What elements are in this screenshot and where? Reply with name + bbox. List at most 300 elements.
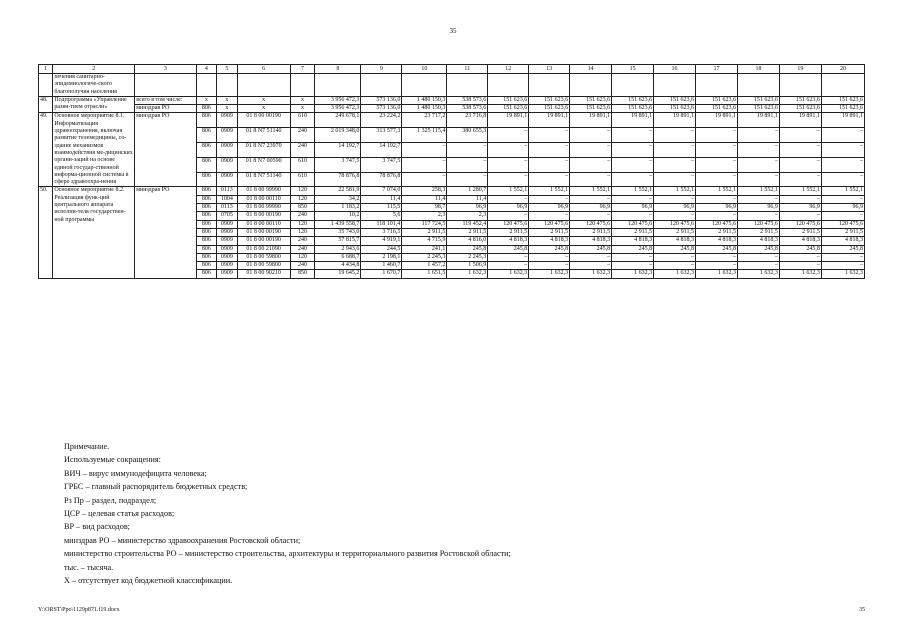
grbs-cell: минздрав РО bbox=[135, 105, 196, 113]
value-cell: – bbox=[654, 128, 696, 143]
value-cell: – bbox=[447, 172, 488, 187]
value-cell: 0909 bbox=[217, 270, 237, 278]
value-cell: – bbox=[737, 262, 779, 270]
value-cell: 0113 bbox=[217, 187, 237, 195]
value-cell: 151 623,6 bbox=[696, 105, 738, 113]
value-cell: 0113 bbox=[217, 204, 237, 212]
empty-cell bbox=[612, 74, 654, 97]
value-cell: 0909 bbox=[217, 143, 237, 158]
value-cell: 806 bbox=[196, 253, 216, 261]
value-cell: 19 891,1 bbox=[570, 113, 612, 128]
value-cell: 806 bbox=[196, 212, 216, 220]
value-cell: 806 bbox=[196, 262, 216, 270]
program-name-cell: Основное мероприятие 8.1. Информатизация здравоохранения, включая развитие телемедицины, со-здание механизмов взаимодействия ме-дицинских органи-заций на основе единой государ-ственной информа-ционной системы в сфере здравоохра-нения bbox=[54, 113, 133, 186]
value-cell: 11,4 bbox=[447, 195, 488, 203]
value-cell: х bbox=[237, 96, 290, 104]
column-header-15: 15 bbox=[612, 65, 654, 74]
value-cell: 240 bbox=[290, 245, 315, 253]
value-cell: 240 bbox=[290, 128, 315, 143]
grbs-cell: минздрав РО bbox=[135, 113, 196, 187]
value-cell: 23 716,8 bbox=[447, 113, 488, 128]
table-body bbox=[39, 74, 865, 279]
empty-cell bbox=[361, 74, 402, 97]
value-cell: – bbox=[570, 128, 612, 143]
note-line: министерство строительства РО – министерство строительства, архитектуры и территориального развития Ростовской области; bbox=[64, 549, 511, 559]
note-line: Х – отсутствует код бюджетной классификации. bbox=[64, 576, 233, 586]
value-cell: 806 bbox=[196, 204, 216, 212]
value-cell: 3 956 472,3 bbox=[315, 96, 361, 104]
value-cell: 245,8 bbox=[696, 245, 738, 253]
value-cell: 0909 bbox=[217, 172, 237, 187]
value-cell: 96,9 bbox=[696, 204, 738, 212]
value-cell: 151 623,6 bbox=[737, 105, 779, 113]
value-cell: 2,3 bbox=[447, 212, 488, 220]
empty-cell bbox=[447, 74, 488, 97]
value-cell: – bbox=[570, 212, 612, 220]
value-cell: 1 670,7 bbox=[361, 270, 402, 278]
column-header-3: 3 bbox=[135, 65, 196, 74]
value-cell: 19 645,2 bbox=[315, 270, 361, 278]
value-cell: – bbox=[737, 172, 779, 187]
value-cell: 6 688,7 bbox=[315, 253, 361, 261]
value-cell: 2 198,1 bbox=[361, 253, 402, 261]
value-cell: 2 245,3 bbox=[402, 253, 447, 261]
value-cell: 806 bbox=[196, 157, 216, 172]
value-cell: – bbox=[570, 172, 612, 187]
column-header-19: 19 bbox=[779, 65, 821, 74]
value-cell: 01 8 00 90210 bbox=[237, 270, 290, 278]
value-cell: 96,9 bbox=[737, 204, 779, 212]
value-cell: 151 623,6 bbox=[737, 96, 779, 104]
value-cell: 1 439 558,7 bbox=[315, 220, 361, 228]
value-cell: – bbox=[488, 262, 529, 270]
value-cell: 806 bbox=[196, 228, 216, 236]
value-cell: 120 475,6 bbox=[696, 220, 738, 228]
value-cell: 2 911,5 bbox=[447, 228, 488, 236]
value-cell: 1 552,1 bbox=[654, 187, 696, 195]
value-cell: 19 891,1 bbox=[654, 113, 696, 128]
value-cell: 120 bbox=[290, 187, 315, 195]
value-cell: – bbox=[529, 157, 570, 172]
value-cell: 11,4 bbox=[361, 195, 402, 203]
value-cell: 2 943,6 bbox=[315, 245, 361, 253]
value-cell: 245,8 bbox=[737, 245, 779, 253]
value-cell: – bbox=[696, 262, 738, 270]
value-cell: – bbox=[696, 195, 738, 203]
value-cell: 14 192,7 bbox=[361, 143, 402, 158]
column-header-14: 14 bbox=[570, 65, 612, 74]
value-cell: 120 bbox=[290, 195, 315, 203]
value-cell: 96,9 bbox=[529, 204, 570, 212]
value-cell: – bbox=[612, 253, 654, 261]
value-cell: 96,9 bbox=[447, 204, 488, 212]
value-cell: 3 747,5 bbox=[315, 157, 361, 172]
value-cell: 1 460,7 bbox=[361, 262, 402, 270]
value-cell: 0909 bbox=[217, 253, 237, 261]
value-cell: 3 747,5 bbox=[361, 157, 402, 172]
value-cell: 120 bbox=[290, 253, 315, 261]
value-cell: – bbox=[779, 253, 821, 261]
note-line: ВР – вид расходов; bbox=[64, 522, 130, 532]
table-header-row bbox=[39, 65, 865, 74]
value-cell: 10,2 bbox=[315, 212, 361, 220]
row-number-cell: 48. bbox=[39, 96, 53, 113]
value-cell: х bbox=[196, 96, 216, 104]
value-cell: 806 bbox=[196, 220, 216, 228]
value-cell: 1 632,3 bbox=[654, 270, 696, 278]
value-cell: х bbox=[217, 96, 237, 104]
value-cell: 0909 bbox=[217, 220, 237, 228]
value-cell: 96,9 bbox=[821, 204, 864, 212]
value-cell: – bbox=[821, 262, 864, 270]
value-cell: 806 bbox=[196, 128, 216, 143]
value-cell: 1 632,3 bbox=[779, 270, 821, 278]
note-line: минздрав РО – министерство здравоохранения Ростовской области; bbox=[64, 535, 301, 545]
value-cell: – bbox=[696, 253, 738, 261]
value-cell: 1 552,1 bbox=[737, 187, 779, 195]
value-cell: 151 623,6 bbox=[654, 105, 696, 113]
value-cell: – bbox=[821, 143, 864, 158]
value-cell: 2 911,5 bbox=[737, 228, 779, 236]
value-cell: 01 8 00 59800 bbox=[237, 253, 290, 261]
value-cell: 151 623,6 bbox=[821, 96, 864, 104]
value-cell: 4 816,0 bbox=[447, 237, 488, 245]
table-row bbox=[39, 113, 865, 128]
value-cell: 98,7 bbox=[402, 204, 447, 212]
value-cell: – bbox=[488, 253, 529, 261]
value-cell: 249 678,1 bbox=[315, 113, 361, 128]
value-cell: 1 552,1 bbox=[570, 187, 612, 195]
value-cell: – bbox=[488, 143, 529, 158]
value-cell: 4 818,3 bbox=[488, 237, 529, 245]
value-cell: – bbox=[612, 157, 654, 172]
value-cell: 151 623,6 bbox=[821, 105, 864, 113]
value-cell: 573 136,0 bbox=[361, 105, 402, 113]
value-cell: 120 475,6 bbox=[570, 220, 612, 228]
value-cell: 5,6 bbox=[361, 212, 402, 220]
value-cell: 0909 bbox=[217, 157, 237, 172]
empty-cell bbox=[696, 74, 738, 97]
value-cell: – bbox=[612, 128, 654, 143]
value-cell: 2 019 348,0 bbox=[315, 128, 361, 143]
value-cell: 2 911,5 bbox=[821, 228, 864, 236]
value-cell: х bbox=[290, 96, 315, 104]
value-cell: 1 632,3 bbox=[821, 270, 864, 278]
value-cell: 120 bbox=[290, 220, 315, 228]
value-cell: 245,8 bbox=[779, 245, 821, 253]
value-cell: – bbox=[779, 172, 821, 187]
value-cell: – bbox=[612, 212, 654, 220]
value-cell: 1 325 115,4 bbox=[402, 128, 447, 143]
value-cell: 4 818,3 bbox=[696, 237, 738, 245]
value-cell: 1 651,5 bbox=[402, 270, 447, 278]
value-cell: 0909 bbox=[217, 237, 237, 245]
value-cell: – bbox=[529, 172, 570, 187]
value-cell: – bbox=[737, 195, 779, 203]
value-cell: – bbox=[696, 143, 738, 158]
value-cell: 2 911,5 bbox=[654, 228, 696, 236]
value-cell: – bbox=[821, 195, 864, 203]
value-cell: 1 632,3 bbox=[488, 270, 529, 278]
value-cell: 2 911,5 bbox=[779, 228, 821, 236]
value-cell: – bbox=[402, 172, 447, 187]
value-cell: 1 632,3 bbox=[570, 270, 612, 278]
value-cell: – bbox=[654, 143, 696, 158]
value-cell: 3 956 472,3 bbox=[315, 105, 361, 113]
value-cell: 240 bbox=[290, 212, 315, 220]
value-cell: 3 716,5 bbox=[361, 228, 402, 236]
empty-cell bbox=[654, 74, 696, 97]
value-cell: 96,9 bbox=[488, 204, 529, 212]
note-line: Рз Пр – раздел, подраздел; bbox=[64, 495, 157, 505]
value-cell: 240 bbox=[290, 237, 315, 245]
empty-cell bbox=[217, 74, 237, 97]
column-header-13: 13 bbox=[529, 65, 570, 74]
value-cell: 96,9 bbox=[779, 204, 821, 212]
note-line: ГРБС – главный распорядитель бюджетных средств; bbox=[64, 482, 248, 492]
empty-cell bbox=[196, 74, 216, 97]
value-cell: 118 101,4 bbox=[361, 220, 402, 228]
value-cell: 19 891,1 bbox=[737, 113, 779, 128]
empty-cell bbox=[570, 74, 612, 97]
grbs-cell: минздрав РО bbox=[135, 187, 196, 278]
value-cell: 96,9 bbox=[612, 204, 654, 212]
value-cell: 4 919,1 bbox=[361, 237, 402, 245]
value-cell: 610 bbox=[290, 172, 315, 187]
value-cell: – bbox=[779, 195, 821, 203]
value-cell: – bbox=[821, 212, 864, 220]
value-cell: – bbox=[696, 157, 738, 172]
empty-cell bbox=[529, 74, 570, 97]
empty-cell bbox=[821, 74, 864, 97]
value-cell: 1 552,1 bbox=[529, 187, 570, 195]
value-cell: – bbox=[654, 262, 696, 270]
value-cell: – bbox=[821, 253, 864, 261]
value-cell: 01 8 00 00190 bbox=[237, 113, 290, 128]
empty-cell bbox=[315, 74, 361, 97]
value-cell: 01 8 00 21090 bbox=[237, 245, 290, 253]
empty-cell bbox=[135, 74, 196, 97]
table-row bbox=[39, 187, 865, 195]
empty-cell bbox=[488, 74, 529, 97]
value-cell: 120 475,6 bbox=[779, 220, 821, 228]
column-header-2: 2 bbox=[53, 65, 135, 74]
value-cell: 1 457,2 bbox=[402, 262, 447, 270]
column-header-18: 18 bbox=[737, 65, 779, 74]
value-cell: 0909 bbox=[217, 113, 237, 128]
note-line: Используемые сокращения: bbox=[64, 455, 161, 465]
value-cell: – bbox=[447, 157, 488, 172]
value-cell: – bbox=[529, 212, 570, 220]
value-cell: 19 891,1 bbox=[529, 113, 570, 128]
value-cell: 01 8 00 59800 bbox=[237, 262, 290, 270]
value-cell: – bbox=[488, 128, 529, 143]
value-cell: – bbox=[488, 212, 529, 220]
value-cell: – bbox=[570, 157, 612, 172]
value-cell: 57 815,7 bbox=[315, 237, 361, 245]
note-line: ЦСР – целевая статья расходов; bbox=[64, 509, 175, 519]
value-cell: 1 632,3 bbox=[612, 270, 654, 278]
value-cell: 1 552,1 bbox=[612, 187, 654, 195]
value-cell: 34,2 bbox=[315, 195, 361, 203]
empty-cell bbox=[290, 74, 315, 97]
value-cell: – bbox=[612, 195, 654, 203]
value-cell: – bbox=[654, 195, 696, 203]
value-cell: 1004 bbox=[217, 195, 237, 203]
value-cell: 806 bbox=[196, 143, 216, 158]
value-cell: 01 8 N7 00590 bbox=[237, 157, 290, 172]
value-cell: 01 8 00 00190 bbox=[237, 237, 290, 245]
value-cell: 19 891,1 bbox=[696, 113, 738, 128]
value-cell: 1 480 150,3 bbox=[402, 96, 447, 104]
column-header-11: 11 bbox=[447, 65, 488, 74]
value-cell: 23 717,2 bbox=[402, 113, 447, 128]
empty-cell bbox=[402, 74, 447, 97]
value-cell: – bbox=[654, 157, 696, 172]
value-cell: 151 623,6 bbox=[488, 105, 529, 113]
value-cell: 245,8 bbox=[612, 245, 654, 253]
value-cell: 19 891,1 bbox=[488, 113, 529, 128]
value-cell: 19 891,1 bbox=[821, 113, 864, 128]
value-cell: – bbox=[402, 143, 447, 158]
value-cell: 4 818,3 bbox=[570, 237, 612, 245]
program-name-cell: печения санитарно-эпидемиологиче-ского благополучия населения bbox=[53, 74, 135, 97]
value-cell: 850 bbox=[290, 270, 315, 278]
value-cell: – bbox=[779, 212, 821, 220]
value-cell: – bbox=[612, 262, 654, 270]
value-cell: 4 818,3 bbox=[821, 237, 864, 245]
value-cell: 1 183,2 bbox=[315, 204, 361, 212]
value-cell: 4 715,9 bbox=[402, 237, 447, 245]
column-header-20: 20 bbox=[821, 65, 864, 74]
value-cell: 22 581,9 bbox=[315, 187, 361, 195]
empty-cell bbox=[737, 74, 779, 97]
value-cell: 23 224,2 bbox=[361, 113, 402, 128]
value-cell: 0909 bbox=[217, 228, 237, 236]
value-cell: 151 623,6 bbox=[654, 96, 696, 104]
value-cell: 850 bbox=[290, 204, 315, 212]
value-cell: 151 623,6 bbox=[570, 105, 612, 113]
value-cell: – bbox=[529, 128, 570, 143]
value-cell: 2 911,5 bbox=[402, 228, 447, 236]
empty-cell bbox=[237, 74, 290, 97]
value-cell: 2 911,5 bbox=[570, 228, 612, 236]
value-cell: 313 577,3 bbox=[361, 128, 402, 143]
value-cell: – bbox=[529, 195, 570, 203]
value-cell: 0705 bbox=[217, 212, 237, 220]
grbs-cell: всего в том числе: bbox=[135, 96, 196, 104]
value-cell: 1 632,3 bbox=[529, 270, 570, 278]
value-cell: – bbox=[779, 157, 821, 172]
value-cell: 610 bbox=[290, 113, 315, 128]
value-cell: – bbox=[696, 128, 738, 143]
value-cell: 258,3 bbox=[402, 187, 447, 195]
value-cell: 240 bbox=[290, 143, 315, 158]
empty-cell bbox=[779, 74, 821, 97]
value-cell: х bbox=[237, 105, 290, 113]
column-header-9: 9 bbox=[361, 65, 402, 74]
value-cell: 01 8 00 99990 bbox=[237, 187, 290, 195]
value-cell: 120 475,6 bbox=[821, 220, 864, 228]
value-cell: – bbox=[821, 172, 864, 187]
value-cell: 2,3 bbox=[402, 212, 447, 220]
value-cell: 1 552,1 bbox=[488, 187, 529, 195]
value-cell: 151 623,6 bbox=[779, 105, 821, 113]
value-cell: 1 632,3 bbox=[737, 270, 779, 278]
value-cell: 245,8 bbox=[821, 245, 864, 253]
value-cell: 14 192,7 bbox=[315, 143, 361, 158]
value-cell: 1 506,9 bbox=[447, 262, 488, 270]
value-cell: 538 573,6 bbox=[447, 96, 488, 104]
value-cell: х bbox=[290, 105, 315, 113]
page-number-top: 35 bbox=[449, 27, 457, 35]
value-cell: 19 891,1 bbox=[779, 113, 821, 128]
value-cell: 806 bbox=[196, 187, 216, 195]
value-cell: 151 623,6 bbox=[488, 96, 529, 104]
value-cell: 19 891,1 bbox=[612, 113, 654, 128]
value-cell: 4 434,8 bbox=[315, 262, 361, 270]
value-cell: 151 623,6 bbox=[779, 96, 821, 104]
value-cell: – bbox=[402, 157, 447, 172]
value-cell: – bbox=[779, 143, 821, 158]
value-cell: 245,8 bbox=[447, 245, 488, 253]
row-number-cell: 49. bbox=[39, 113, 53, 187]
value-cell: 120 475,6 bbox=[654, 220, 696, 228]
value-cell: 806 bbox=[196, 195, 216, 203]
value-cell: 120 475,6 bbox=[612, 220, 654, 228]
value-cell: 01 8 N7 23970 bbox=[237, 143, 290, 158]
column-header-17: 17 bbox=[696, 65, 738, 74]
value-cell: 96,9 bbox=[570, 204, 612, 212]
value-cell: 01 8 00 00110 bbox=[237, 220, 290, 228]
value-cell: – bbox=[529, 143, 570, 158]
value-cell: 151 623,6 bbox=[612, 96, 654, 104]
value-cell: 241,1 bbox=[402, 245, 447, 253]
value-cell: – bbox=[654, 172, 696, 187]
value-cell: 806 bbox=[196, 270, 216, 278]
value-cell: – bbox=[570, 143, 612, 158]
value-cell: 1 632,3 bbox=[696, 270, 738, 278]
value-cell: – bbox=[737, 253, 779, 261]
value-cell: 151 623,6 bbox=[529, 105, 570, 113]
value-cell: 245,8 bbox=[570, 245, 612, 253]
value-cell: 245,8 bbox=[488, 245, 529, 253]
value-cell: – bbox=[737, 157, 779, 172]
value-cell: 4 818,3 bbox=[654, 237, 696, 245]
value-cell: 806 bbox=[196, 172, 216, 187]
value-cell: 96,9 bbox=[654, 204, 696, 212]
value-cell: – bbox=[737, 143, 779, 158]
column-header-6: 6 bbox=[237, 65, 290, 74]
value-cell: 240 bbox=[290, 262, 315, 270]
value-cell: 2 245,3 bbox=[447, 253, 488, 261]
footer-file-path: Y:\ORST\Ppo\1129p871.f19.docx bbox=[38, 607, 120, 613]
value-cell: 78 876,8 bbox=[315, 172, 361, 187]
value-cell: 35 743,0 bbox=[315, 228, 361, 236]
value-cell: – bbox=[779, 128, 821, 143]
value-cell: – bbox=[821, 128, 864, 143]
value-cell: 01 8 N7 51140 bbox=[237, 128, 290, 143]
value-cell: – bbox=[529, 262, 570, 270]
value-cell: 1 552,1 bbox=[821, 187, 864, 195]
value-cell: – bbox=[612, 172, 654, 187]
program-name-cell: Подпрограмма «Управление разви-тием отрасли» bbox=[53, 96, 135, 113]
value-cell: 120 475,6 bbox=[529, 220, 570, 228]
value-cell: х bbox=[217, 105, 237, 113]
value-cell: 610 bbox=[290, 157, 315, 172]
value-cell: 244,5 bbox=[361, 245, 402, 253]
program-name-cell: Основное мероприятие 8.2. Реализация функ-ций центрального аппарата исполни-теля государствен-ной программы bbox=[53, 187, 135, 278]
